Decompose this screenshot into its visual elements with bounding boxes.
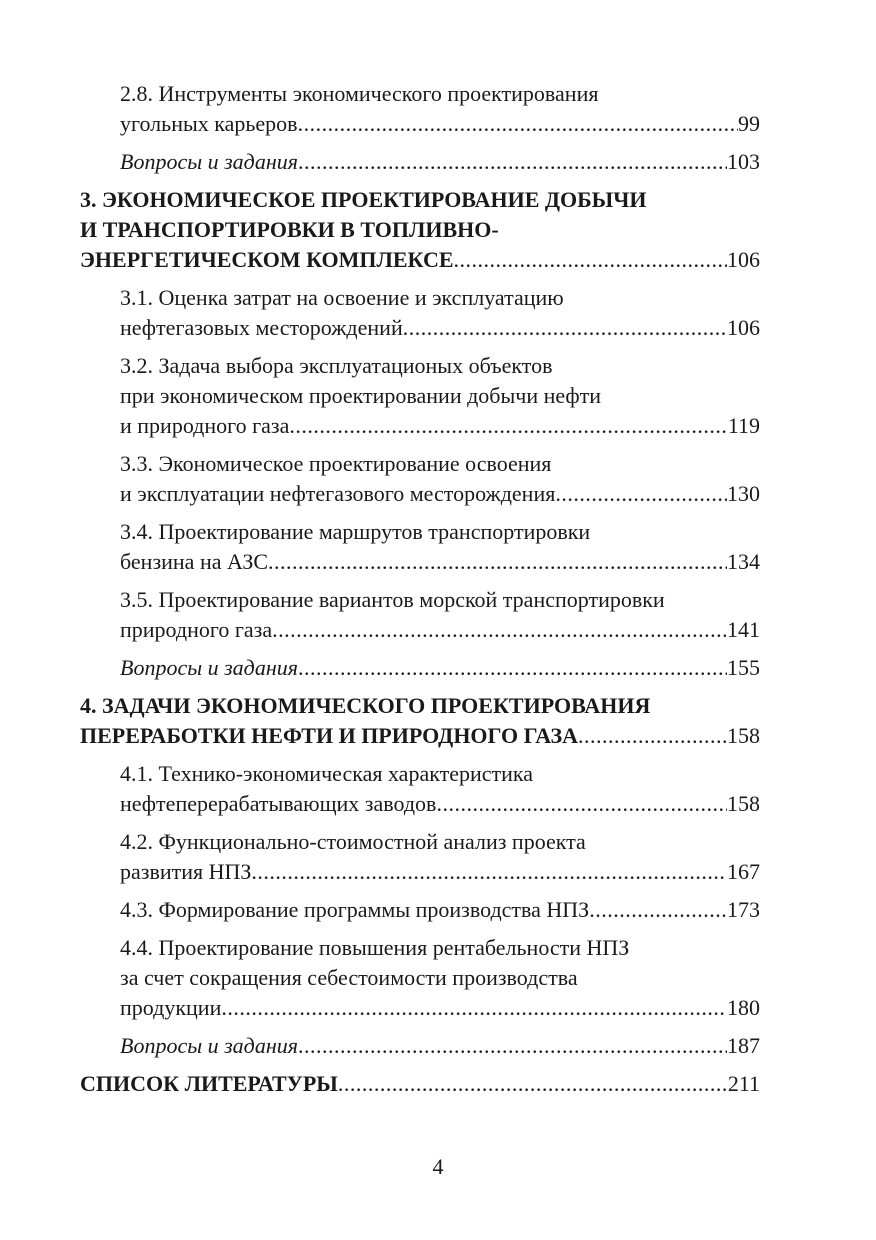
dot-leader [298,1031,727,1061]
toc-entry-page-number: 103 [727,149,760,174]
toc-entry-title-line: 4.3. Формирование программы производства НПЗ [120,897,590,922]
toc-entry [80,147,760,177]
dot-leader [298,653,727,683]
dot-leader [268,547,727,577]
toc-entry-last-line [120,411,760,441]
toc-entry-title-line: 3.2. Задача выбора эксплуатационых объектов [120,353,553,378]
dot-leader [436,789,727,819]
toc-entry [80,691,760,751]
toc-entry-last-line [80,245,760,275]
toc-entry-page-number: 106 [727,247,760,272]
toc-entry-title-line: Вопросы и задания [120,149,298,174]
toc-entry-title-line: 4. ЗАДАЧИ ЭКОНОМИЧЕСКОГО ПРОЕКТИРОВАНИЯ [80,693,651,718]
dot-leader [298,109,738,139]
toc-entry-title-line: Вопросы и задания [120,655,298,680]
toc-entry-page-number: 173 [727,897,760,922]
toc-entry-page-number: 187 [727,1033,760,1058]
toc-entry-last-line [120,109,760,139]
dot-leader [251,857,727,887]
dot-leader [454,245,727,275]
toc-entry [80,517,760,577]
toc-entry-page-number: 134 [727,549,760,574]
table-of-contents [80,79,760,1107]
toc-entry-title-line: продукции [120,995,222,1020]
toc-entry-title-line: 2.8. Инструменты экономического проектирования [120,81,599,106]
toc-entry-title-line: 4.4. Проектирование повышения рентабельности НПЗ [120,935,630,960]
toc-entry-page-number: 130 [727,481,760,506]
dot-leader [578,721,727,751]
dot-leader [272,615,727,645]
toc-entry [80,351,760,441]
toc-entry-last-line [80,1069,760,1099]
toc-entry-title-line: 4.2. Функционально-стоимостной анализ проекта [120,829,586,854]
toc-entry-last-line [80,721,760,751]
toc-entry-last-line [120,653,760,683]
toc-entry-title-line: за счет сокращения себестоимости производства [120,965,578,990]
toc-entry-title-line: 3.1. Оценка затрат на освоение и эксплуатацию [120,285,564,310]
dot-leader [289,411,727,441]
toc-entry-last-line [120,857,760,887]
toc-entry-title-line: 3. ЭКОНОМИЧЕСКОЕ ПРОЕКТИРОВАНИЕ ДОБЫЧИ [80,187,647,212]
toc-entry-title-line: и эксплуатации нефтегазового месторождения [120,481,556,506]
toc-entry-title-line: угольных карьеров [120,111,298,136]
toc-entry-last-line [120,1031,760,1061]
toc-entry-last-line [120,895,760,925]
toc-entry-title-line: природного газа [120,617,273,642]
toc-entry-last-line [120,993,760,1023]
toc-entry-page-number: 106 [727,315,760,340]
toc-entry-last-line [120,789,760,819]
toc-entry-title-line: СПИСОК ЛИТЕРАТУРЫ [80,1071,338,1096]
toc-entry-title-line: ПЕРЕРАБОТКИ НЕФТИ И ПРИРОДНОГО ГАЗА [80,723,579,748]
toc-entry [80,895,760,925]
dot-leader [338,1069,728,1099]
toc-entry [80,283,760,343]
dot-leader [589,895,727,925]
toc-entry-page-number: 158 [727,723,760,748]
toc-entry-title-line: нефтеперерабатывающих заводов [120,791,437,816]
toc-entry-page-number: 119 [727,413,760,438]
toc-entry [80,653,760,683]
toc-entry-last-line [120,615,760,645]
toc-entry-page-number: 99 [738,111,760,136]
toc-entry-last-line [120,147,760,177]
toc-entry-last-line [120,313,760,343]
toc-entry [80,185,760,275]
toc-entry-title-line: бензина на АЗС [120,549,269,574]
toc-entry-title-line: нефтегазовых месторождений [120,315,403,340]
toc-entry [80,79,760,139]
toc-entry [80,827,760,887]
toc-entry [80,1031,760,1061]
toc-entry-page-number: 141 [727,617,760,642]
toc-entry-title-line: 4.1. Технико-экономическая характеристика [120,761,534,786]
toc-entry-title-line: 3.4. Проектирование маршрутов транспортировки [120,519,591,544]
toc-entry [80,933,760,1023]
toc-entry-title-line: развития НПЗ [120,859,252,884]
toc-entry-page-number: 211 [727,1071,760,1096]
toc-entry-title-line: 3.3. Экономическое проектирование освоения [120,451,552,476]
dot-leader [298,147,727,177]
dot-leader [555,479,727,509]
page-number: 4 [432,1154,444,1179]
toc-entry-title-line: ЭНЕРГЕТИЧЕСКОМ КОМПЛЕКСЕ [80,247,454,272]
toc-entry-title-line: и природного газа [120,413,290,438]
toc-entry [80,449,760,509]
toc-entry-title-line: при экономическом проектировании добычи нефти [120,383,602,408]
toc-entry-page-number: 158 [727,791,760,816]
toc-entry-last-line [120,479,760,509]
toc-entry [80,759,760,819]
dot-leader [403,313,727,343]
toc-entry-title-line: 3.5. Проектирование вариантов морской транспортировки [120,587,665,612]
dot-leader [221,993,727,1023]
toc-entry-last-line [120,547,760,577]
toc-entry-page-number: 155 [727,655,760,680]
toc-entry-page-number: 180 [727,995,760,1020]
toc-entry [80,1069,760,1099]
toc-entry-title-line: Вопросы и задания [120,1033,298,1058]
toc-entry-title-line: И ТРАНСПОРТИРОВКИ В ТОПЛИВНО- [80,217,499,242]
toc-entry-page-number: 167 [727,859,760,884]
toc-entry [80,585,760,645]
